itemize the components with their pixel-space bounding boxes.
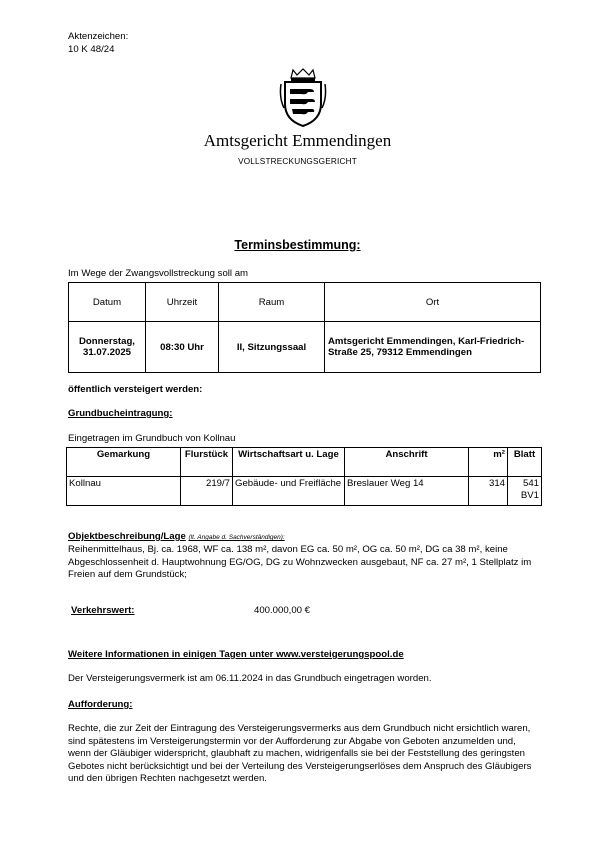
auction-statement: öffentlich versteigert werden: <box>68 384 203 395</box>
appointment-time: 08:30 Uhr <box>146 322 219 373</box>
file-reference <box>68 30 128 56</box>
object-description-note: (lt. Angabe d. Sachverständigen): <box>188 534 285 541</box>
appointment-date-value: 31.07.2025 <box>82 347 131 358</box>
land-register-header-row <box>67 448 542 477</box>
object-description-text: Reihenmittelhaus, Bj. ca. 1968, WF ca. 138 m², davon EG ca. 50 m², OG ca. 50 m², DG ca 38 m², keine Abgeschlossenheit d. Hauptwohnung EG/OG, DG zu Wohnzwecken ausgebaut, NF ca. 27 m², 1 Stellplatz im Freien auf dem Grundstück; <box>68 544 532 581</box>
intro-text: Im Wege der Zwangsvollstreckung soll am <box>68 268 249 279</box>
registration-note: Der Versteigerungsvermerk ist am 06.11.2024 in das Grundbuch eingetragen worden. <box>68 673 432 684</box>
cell-blatt-number: 541 <box>522 478 539 489</box>
land-register-heading: Grundbucheintragung: <box>68 408 173 419</box>
header-anschrift: Anschrift <box>345 448 469 477</box>
appointment-weekday: Donnerstag, <box>79 336 135 347</box>
appointment-place: Amtsgericht Emmendingen, Karl-Friedrich-Straße 25, 79312 Emmendingen <box>325 322 541 373</box>
cell-anschrift: Breslauer Weg 14 <box>345 477 469 506</box>
appointment-date <box>69 322 146 373</box>
header-flurstueck: Flurstück <box>181 448 233 477</box>
header-datum: Datum <box>69 283 146 322</box>
cell-flurstueck: 219/7 <box>181 477 233 506</box>
object-description-heading <box>68 531 285 542</box>
cell-blatt <box>508 477 542 506</box>
cell-qm: 314 <box>469 477 508 506</box>
header-wirtschaftsart: Wirtschaftsart u. Lage <box>233 448 345 477</box>
market-value: 400.000,00 € <box>254 605 311 616</box>
object-description-title: Objektbeschreibung/Lage <box>68 531 186 542</box>
header-ort: Ort <box>325 283 541 322</box>
header-gemarkung: Gemarkung <box>67 448 181 477</box>
land-register-intro: Eingetragen im Grundbuch von Kollnau <box>68 433 236 444</box>
header-qm: m² <box>469 448 508 477</box>
appointment-table <box>68 282 541 373</box>
cell-blatt-bv: BV1 <box>520 490 539 501</box>
appointment-room: II, Sitzungssaal <box>219 322 325 373</box>
file-reference-number: 10 K 48/24 <box>68 44 115 55</box>
land-register-table <box>66 447 542 506</box>
header-raum: Raum <box>219 283 325 322</box>
more-info-link[interactable]: Weitere Informationen in einigen Tagen unter www.versteigerungspool.de <box>68 649 404 660</box>
appointment-header-row <box>69 283 541 322</box>
request-heading: Aufforderung: <box>68 699 133 710</box>
cell-gemarkung: Kollnau <box>67 477 181 506</box>
header-uhrzeit: Uhrzeit <box>146 283 219 322</box>
appointment-data-row <box>69 322 541 373</box>
header-blatt: Blatt <box>508 448 542 477</box>
document-title: Terminsbestimmung: <box>234 238 361 252</box>
coat-of-arms-icon <box>279 68 327 128</box>
market-value-label: Verkehrswert: <box>71 605 135 616</box>
cell-wirtschaftsart: Gebäude- und Freifläche <box>233 477 345 506</box>
file-reference-label: Aktenzeichen: <box>68 31 129 42</box>
request-text: Rechte, die zur Zeit der Eintragung des Versteigerungsvermerks aus dem Grundbuch nicht ersichtlich waren, sind spätestens im Versteigerungstermin vor der Aufforderung zur Abgabe von Geboten anzumelden und, wenn der Gläubiger widerspricht, glaubhaft zu machen, widrigenfalls sie bei der Feststellung des geringsten Gebotes nicht berücksichtigt und bei der Verteilung des Versteigerungserlöses dem Anspruch des Gläubigers und den übrigen Rechten nachgesetzt werden. <box>68 723 532 785</box>
court-subtitle: VOLLSTRECKUNGSGERICHT <box>238 157 357 166</box>
court-name: Amtsgericht Emmendingen <box>203 131 392 150</box>
table-row <box>67 477 542 506</box>
